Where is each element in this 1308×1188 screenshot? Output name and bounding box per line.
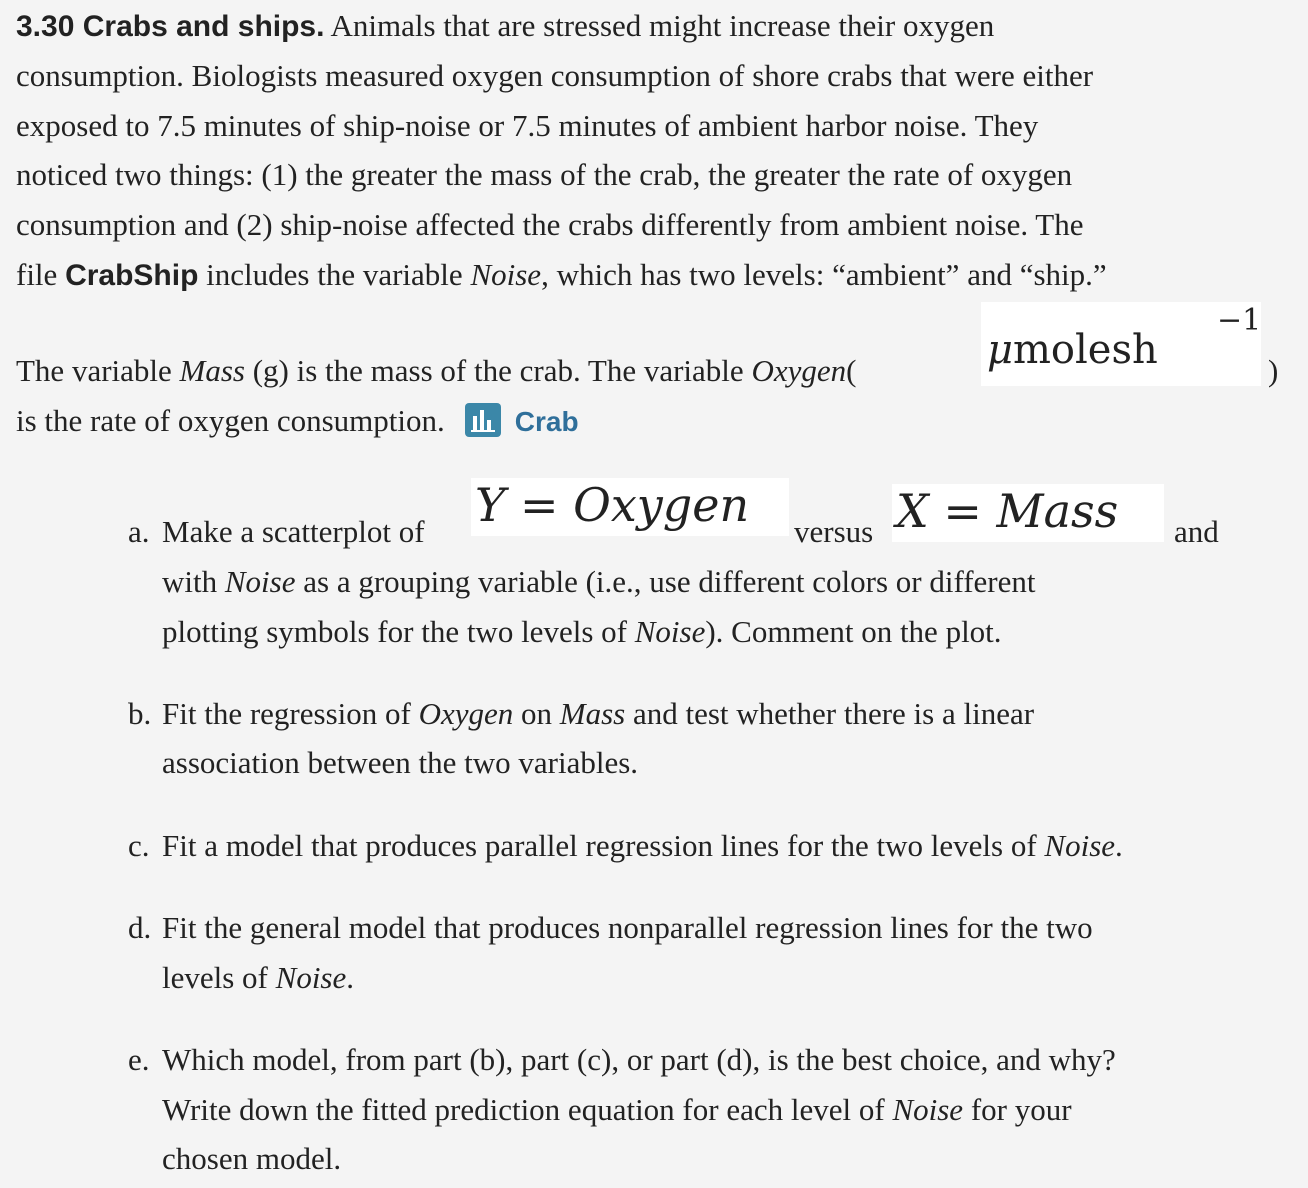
mass-line: The variable Mass (g) is the mass of the crab. The variable Oxygen( bbox=[16, 353, 857, 388]
close-paren: ) bbox=[1268, 353, 1279, 388]
part-b-line2: association between the two variables. bbox=[162, 745, 639, 780]
part-c-line1: Fit a model that produces parallel regression lines for the two levels of Noise. bbox=[162, 828, 1123, 863]
data-chart-icon[interactable] bbox=[465, 403, 501, 437]
oxygen-unit-math bbox=[981, 302, 1261, 386]
part-d-line2: levels of Noise. bbox=[162, 960, 355, 995]
var-mass: Mass bbox=[179, 353, 245, 388]
unit-mu: μ bbox=[987, 327, 1013, 373]
intro-line-5: consumption and (2) ship-noise affected the crabs differently from ambient noise. The bbox=[16, 207, 1084, 242]
intro-text-1: Animals that are stressed might increase their oxygen bbox=[330, 8, 995, 43]
unit-text: molesh bbox=[1013, 327, 1158, 373]
part-d-label: d. bbox=[128, 910, 152, 945]
problem-title: 3.30 Crabs and ships. bbox=[16, 10, 325, 43]
file-name: CrabShip bbox=[65, 259, 199, 292]
intro-line-6: file CrabShip includes the variable Noise, which has two levels: “ambient” and “ship.” bbox=[16, 257, 1107, 292]
intro-line-4: noticed two things: (1) the greater the mass of the crab, the greater the rate of oxygen bbox=[16, 157, 1073, 192]
var-oxygen: Oxygen bbox=[751, 353, 847, 388]
part-e-line2: Write down the fitted prediction equation for each level of Noise for your bbox=[162, 1092, 1072, 1127]
var-noise: Noise bbox=[470, 257, 542, 292]
intro-line-1 bbox=[16, 6, 994, 47]
part-e-line1: Which model, from part (b), part (c), or part (d), is the best choice, and why? bbox=[162, 1042, 1116, 1077]
intro-line-2: consumption. Biologists measured oxygen consumption of shore crabs that were either bbox=[16, 58, 1094, 93]
part-a-label: a. bbox=[128, 514, 150, 549]
unit-exponent: −1 bbox=[1217, 303, 1262, 338]
part-a-line1-text: Make a scatterplot of bbox=[162, 514, 425, 549]
crab-dataset-link[interactable]: Crab bbox=[514, 406, 579, 437]
part-d-line1: Fit the general model that produces nonparallel regression lines for the two bbox=[162, 910, 1093, 945]
part-b-label: b. bbox=[128, 696, 152, 731]
part-e-label: e. bbox=[128, 1042, 150, 1077]
part-a-line2: with Noise as a grouping variable (i.e., use different colors or different bbox=[162, 564, 1036, 599]
math-x-equals-mass: X = Mass bbox=[892, 484, 1164, 542]
part-a-versus: versus bbox=[794, 514, 874, 549]
part-a-and: and bbox=[1174, 514, 1219, 549]
part-a-line3: plotting symbols for the two levels of Noise). Comment on the plot. bbox=[162, 614, 1002, 649]
rate-line bbox=[16, 401, 579, 442]
part-e-line3: chosen model. bbox=[162, 1141, 342, 1176]
part-c-label: c. bbox=[128, 828, 150, 863]
part-b-line1: Fit the regression of Oxygen on Mass and test whether there is a linear bbox=[162, 696, 1035, 731]
rate-text: is the rate of oxygen consumption. bbox=[16, 403, 445, 438]
intro-line-3: exposed to 7.5 minutes of ship-noise or 7.5 minutes of ambient harbor noise. They bbox=[16, 108, 1039, 143]
math-y-equals-oxygen: Y = Oxygen bbox=[471, 478, 789, 536]
